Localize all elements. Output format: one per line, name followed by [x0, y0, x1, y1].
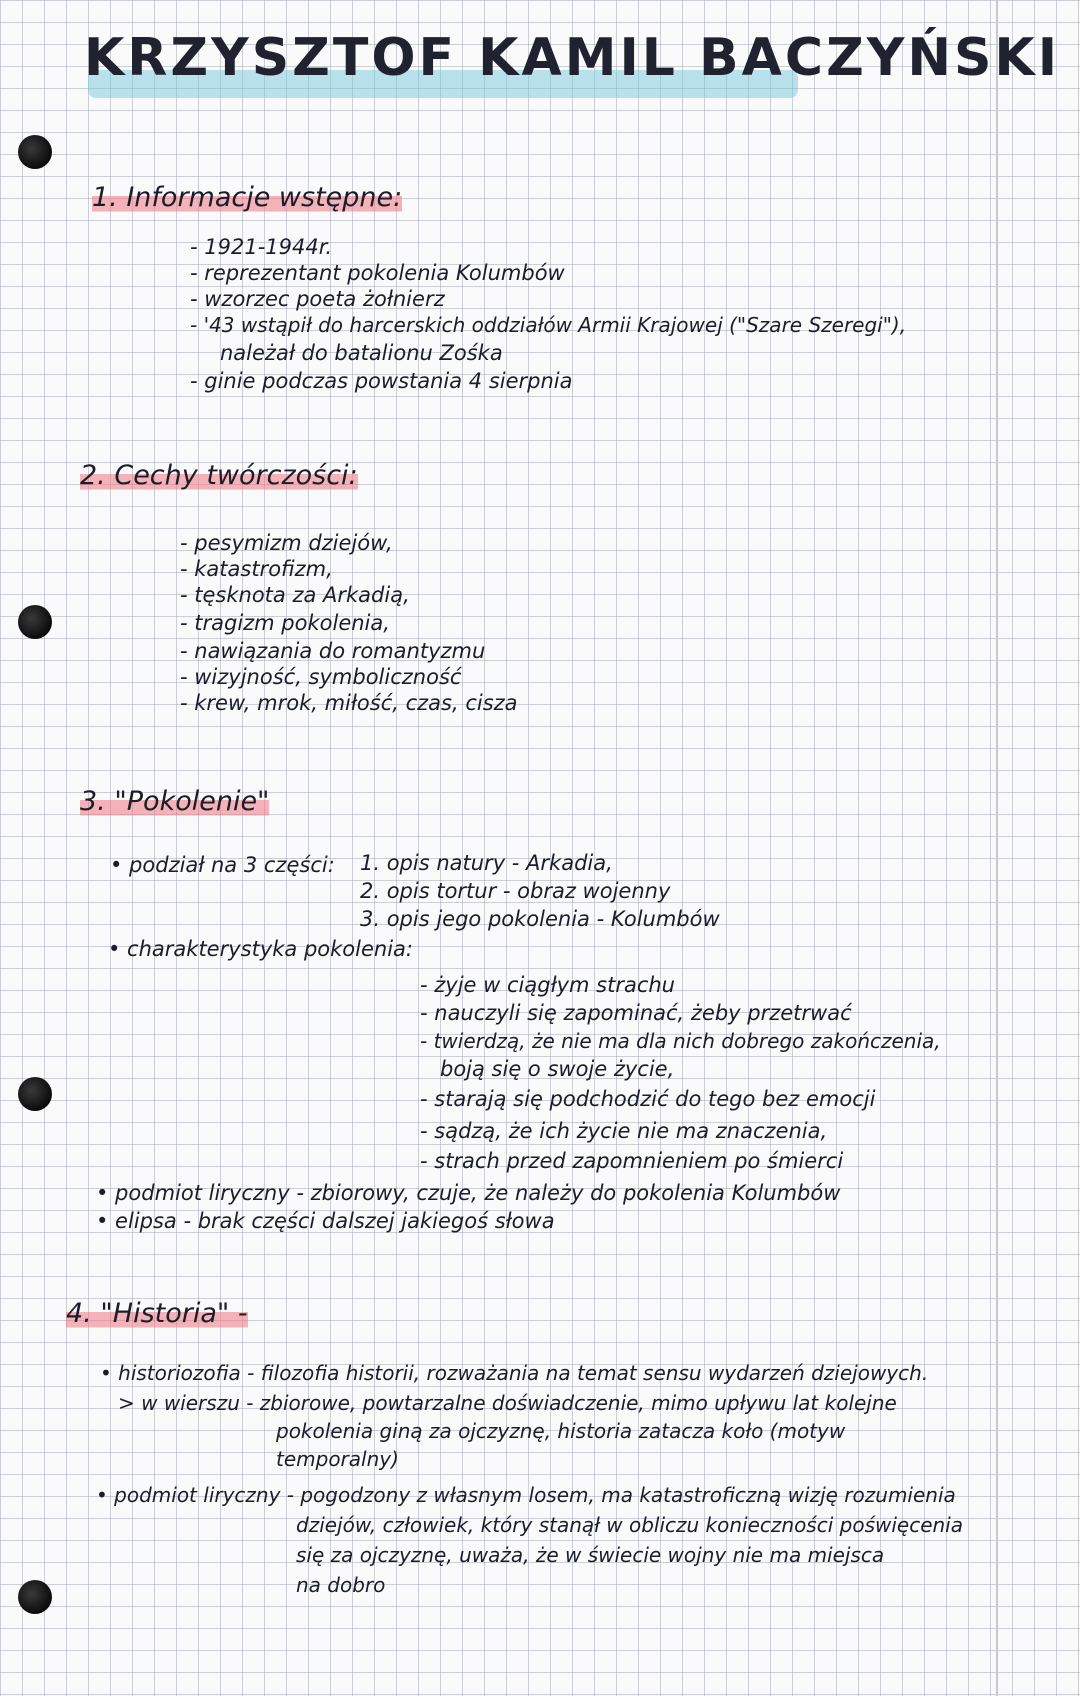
s2-item: - nawiązania do romantyzmu — [180, 639, 486, 663]
section-2-heading-text: 2. Cechy twórczości: — [80, 460, 358, 491]
s1-item: - wzorzec poeta żołnierz — [190, 287, 445, 311]
s3-ellipsis: • elipsa - brak części dalszej jakiegoś słowa — [96, 1209, 555, 1233]
s3-part: 1. opis natury - Arkadia, — [360, 851, 613, 875]
s1-item: - 1921-1944r. — [190, 235, 333, 259]
binder-hole — [18, 135, 52, 169]
s1-item: - ginie podczas powstania 4 sierpnia — [190, 369, 573, 393]
page-title: KRZYSZTOF KAMIL BACZYŃSKI — [84, 28, 1061, 88]
margin-line — [996, 0, 998, 1696]
s2-item: - wizyjność, symboliczność — [180, 665, 462, 689]
s2-item: - tęsknota za Arkadią, — [180, 583, 410, 607]
s3-char-item: - żyje w ciągłym strachu — [420, 973, 675, 997]
s4-line: pokolenia giną za ojczyznę, historia zatacza koło (motyw — [276, 1419, 846, 1443]
s2-item: - katastrofizm, — [180, 557, 333, 581]
binder-hole — [18, 605, 52, 639]
section-1-heading — [92, 182, 402, 213]
s4-line: dziejów, człowiek, który stanął w obliczu konieczności poświęcenia — [296, 1513, 963, 1537]
s2-item: - krew, mrok, miłość, czas, cisza — [180, 691, 518, 715]
s3-char-item: boją się o swoje życie, — [440, 1057, 675, 1081]
s3-lyrical-subject: • podmiot liryczny - zbiorowy, czuje, że należy do pokolenia Kolumbów — [96, 1181, 841, 1205]
s3-char-item: - strach przed zapomnieniem po śmierci — [420, 1149, 844, 1173]
section-3-heading-text: 3. "Pokolenie" — [80, 786, 270, 817]
s4-line: • historiozofia - filozofia historii, rozważania na temat sensu wydarzeń dziejowych. — [100, 1361, 929, 1385]
section-3-heading — [80, 786, 269, 817]
s3-part: 3. opis jego pokolenia - Kolumbów — [360, 907, 720, 931]
s3-part: 2. opis tortur - obraz wojenny — [360, 879, 671, 903]
s4-line: się za ojczyznę, uważa, że w świecie wojny nie ma miejsca — [296, 1543, 885, 1567]
binder-hole — [18, 1077, 52, 1111]
s2-item: - tragizm pokolenia, — [180, 611, 390, 635]
s4-line: temporalny) — [276, 1447, 399, 1471]
binder-hole — [18, 1580, 52, 1614]
section-4-heading-text: 4. "Historia" - — [66, 1298, 248, 1329]
s4-line: • podmiot liryczny - pogodzony z własnym losem, ma katastroficzną wizję rozumienia — [96, 1483, 956, 1507]
s3-characteristic-label: • charakterystyka pokolenia: — [108, 937, 414, 961]
s3-char-item: - sądzą, że ich życie nie ma znaczenia, — [420, 1119, 828, 1143]
section-4-heading — [66, 1298, 248, 1329]
s4-line: > w wierszu - zbiorowe, powtarzalne doświadczenie, mimo upływu lat kolejne — [118, 1391, 897, 1415]
s1-item: należał do batalionu Zośka — [220, 341, 503, 365]
s3-char-item: - twierdzą, że nie ma dla nich dobrego zakończenia, — [420, 1029, 941, 1053]
s3-char-item: - starają się podchodzić do tego bez emocji — [420, 1087, 876, 1111]
section-1-heading-text: 1. Informacje wstępne: — [92, 182, 403, 213]
s1-item: - reprezentant pokolenia Kolumbów — [190, 261, 565, 285]
s4-line: na dobro — [296, 1573, 386, 1597]
s2-item: - pesymizm dziejów, — [180, 531, 393, 555]
s3-char-item: - nauczyli się zapominać, żeby przetrwać — [420, 1001, 852, 1025]
s3-division-label: • podział na 3 części: — [110, 853, 335, 877]
section-2-heading — [80, 460, 358, 491]
s1-item: - '43 wstąpił do harcerskich oddziałów Armii Krajowej ("Szare Szeregi"), — [190, 313, 907, 337]
